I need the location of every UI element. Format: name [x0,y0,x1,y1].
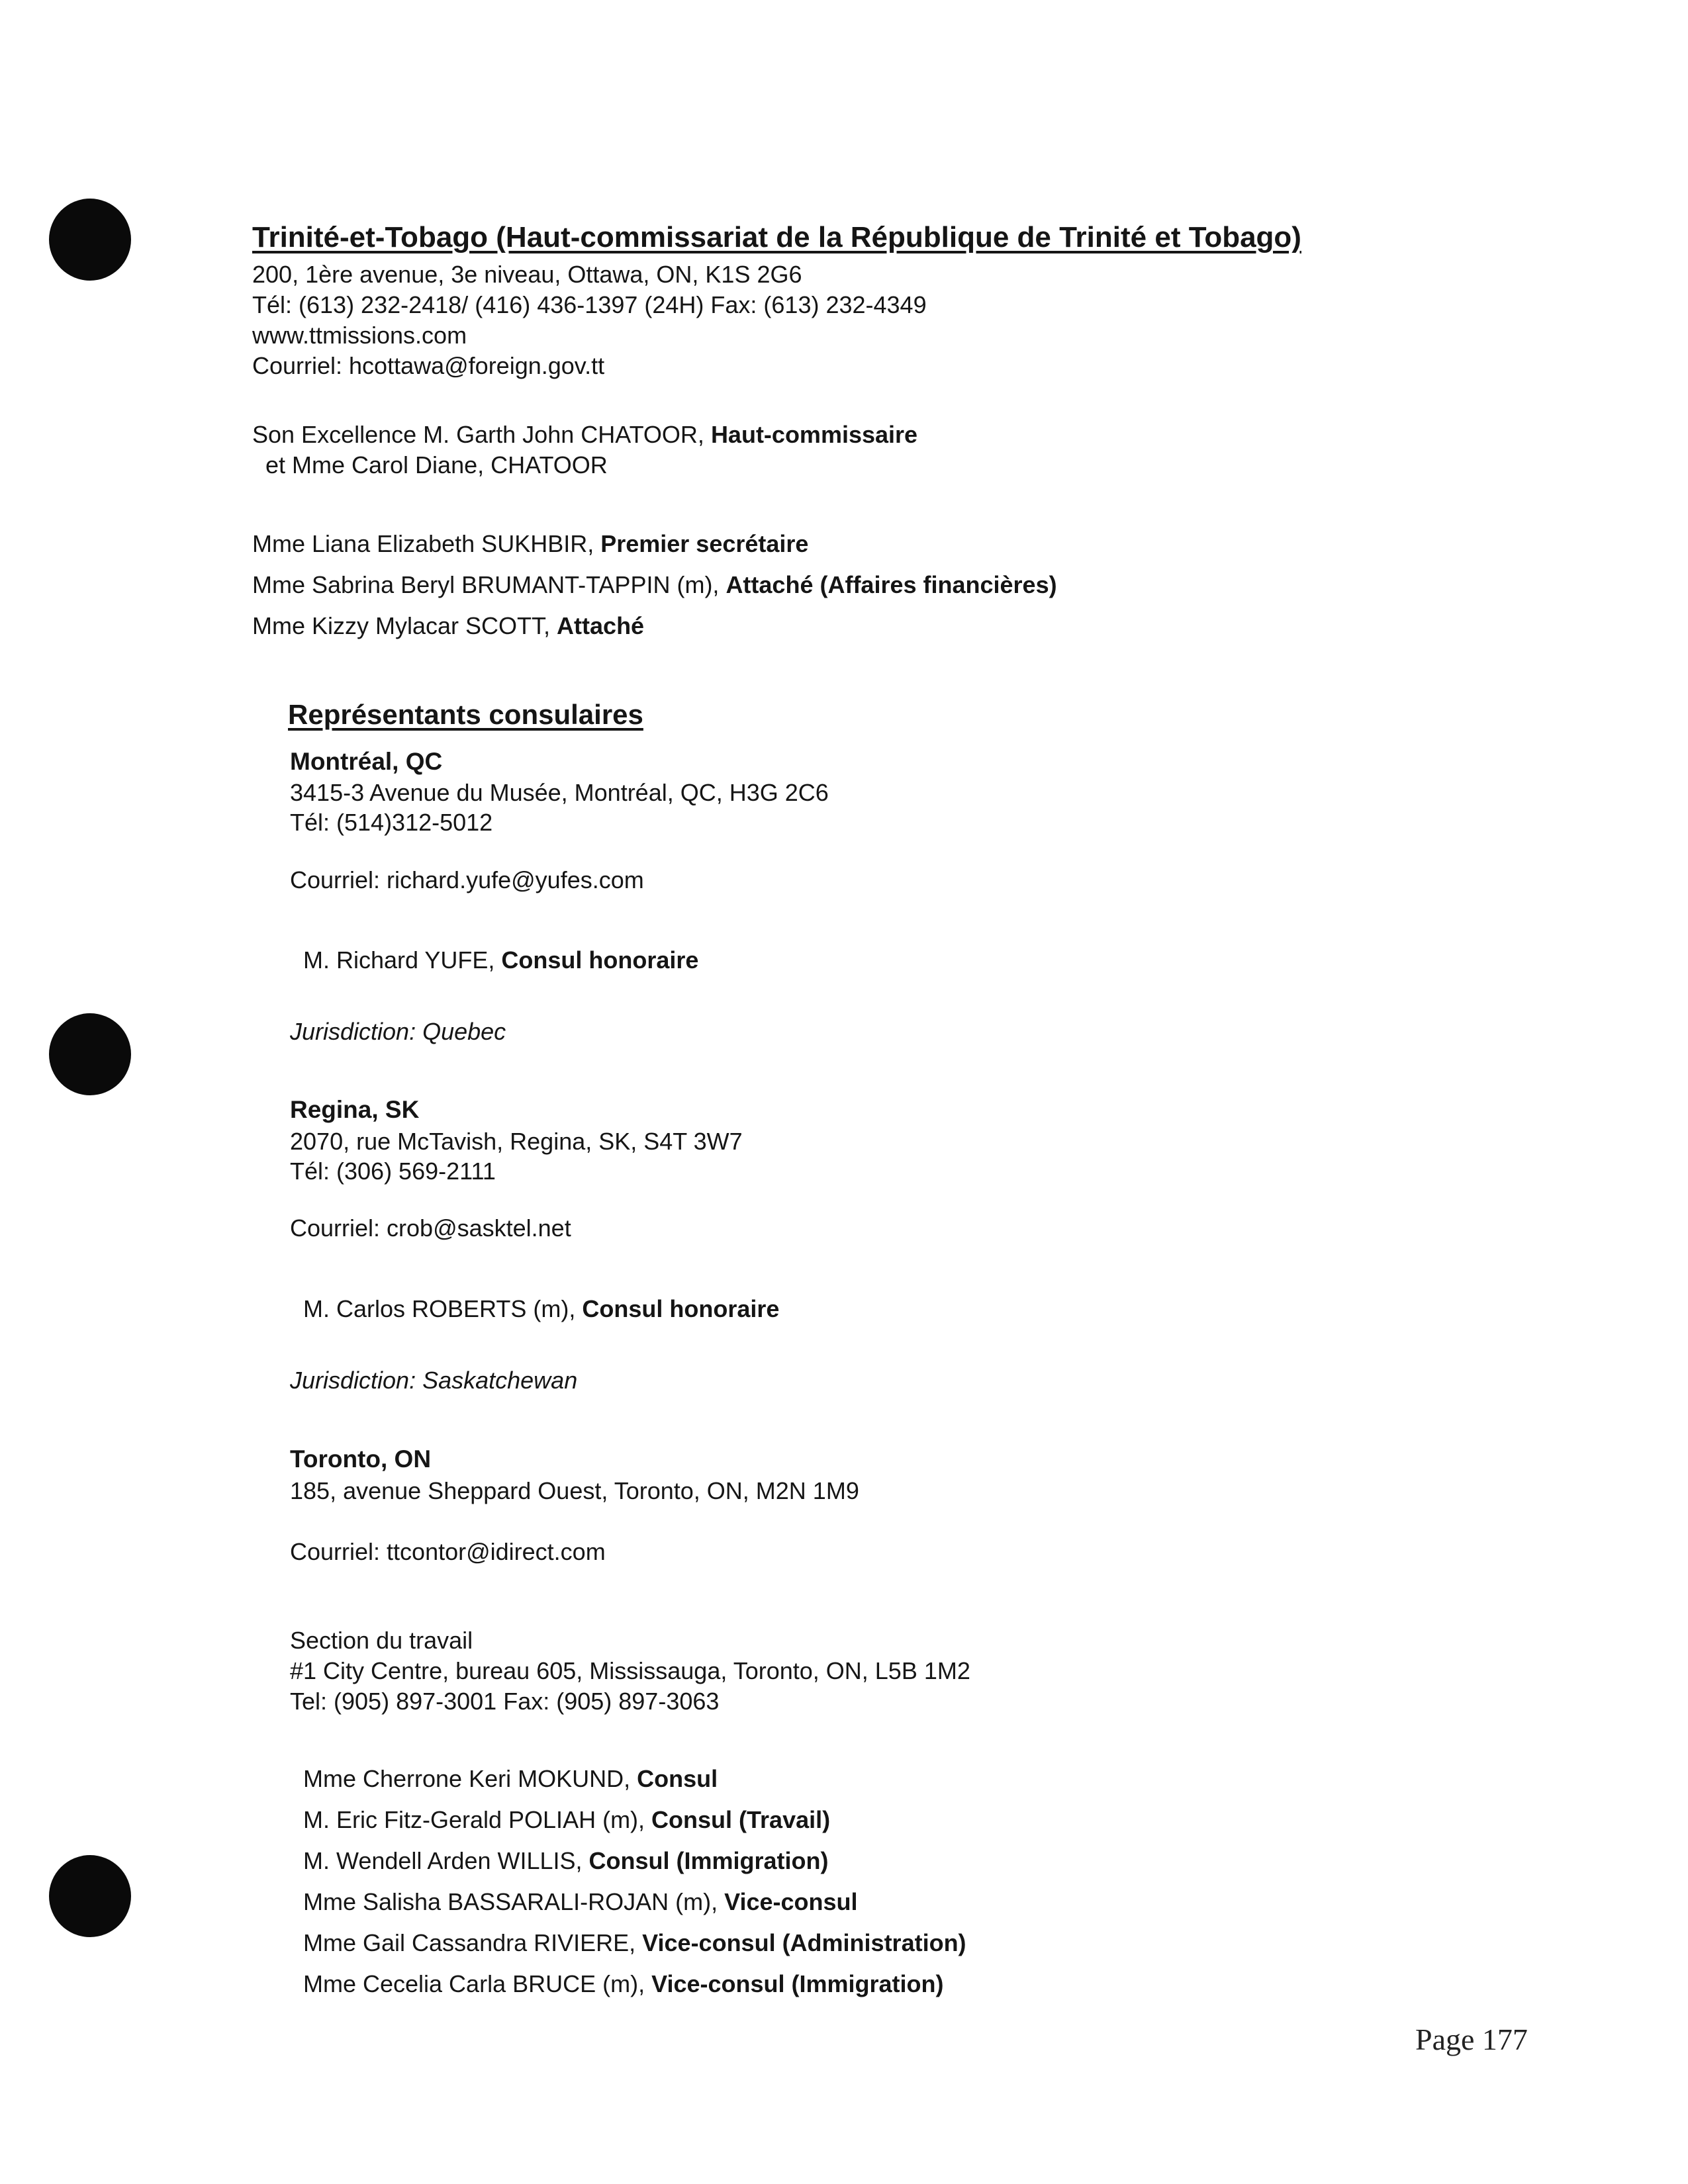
consul-line: M. Carlos ROBERTS (m), Consul honoraire [303,1295,780,1322]
labour-section-label: Section du travail [290,1627,473,1654]
office-jurisdiction: Jurisdiction: Saskatchewan [290,1367,578,1394]
office-email[interactable]: Courriel: crob@sasktel.net [290,1214,571,1242]
office-address: 2070, rue McTavish, Regina, SK, S4T 3W7 [290,1128,743,1155]
mission-address: 200, 1ère avenue, 3e niveau, Ottawa, ON, K1S 2G6 [252,261,802,288]
office-email[interactable]: Courriel: richard.yufe@yufes.com [290,866,644,893]
mission-website[interactable]: www.ttmissions.com [252,322,467,349]
mission-title: Trinité-et-Tobago (Haut-commissariat de la République de Trinité et Tobago) [252,221,1301,253]
head-title: Haut-commissaire [710,421,918,448]
staff-line: Mme Liana Elizabeth SUKHBIR, Premier secrétaire [252,530,809,557]
office-phone: Tél: (514)312-5012 [290,809,493,836]
office-city: Regina, SK [290,1096,420,1123]
mission-email[interactable]: Courriel: hcottawa@foreign.gov.tt [252,352,605,379]
consul-line: M. Richard YUFE, Consul honoraire [303,946,699,974]
punch-hole-top [49,199,131,281]
office-phone: Tél: (306) 569-2111 [290,1158,496,1185]
office-jurisdiction: Jurisdiction: Quebec [290,1018,506,1045]
staff-line: Mme Kizzy Mylacar SCOTT, Attaché [252,612,645,639]
office-email[interactable]: Courriel: ttcontor@idirect.com [290,1538,606,1565]
labour-staff-line: M. Eric Fitz-Gerald POLIAH (m), Consul (Travail) [303,1806,831,1833]
office-city: Montréal, QC [290,748,443,775]
office-address: 3415-3 Avenue du Musée, Montréal, QC, H3G 2C6 [290,779,829,806]
labour-staff-line: Mme Gail Cassandra RIVIERE, Vice-consul (Administration) [303,1929,966,1956]
labour-phone: Tel: (905) 897-3001 Fax: (905) 897-3063 [290,1688,720,1715]
page-number: Page 177 [1415,2023,1528,2056]
head-spouse: et Mme Carol Diane, CHATOOR [265,451,608,478]
labour-staff-line: Mme Salisha BASSARALI-ROJAN (m), Vice-consul [303,1888,858,1915]
labour-staff-line: Mme Cecelia Carla BRUCE (m), Vice-consul (Immigration) [303,1970,944,1997]
labour-staff-line: M. Wendell Arden WILLIS, Consul (Immigration) [303,1847,829,1874]
office-address: 185, avenue Sheppard Ouest, Toronto, ON, M2N 1M9 [290,1477,859,1504]
labour-address: #1 City Centre, bureau 605, Mississauga, Toronto, ON, L5B 1M2 [290,1657,970,1684]
labour-staff-line: Mme Cherrone Keri MOKUND, Consul [303,1765,718,1792]
head-of-mission [252,420,917,450]
head-name: Son Excellence M. Garth John CHATOOR, [252,421,711,448]
consular-heading: Représentants consulaires [288,699,643,730]
punch-hole-middle [49,1013,131,1095]
punch-hole-bottom [49,1855,131,1937]
office-city: Toronto, ON [290,1445,432,1473]
staff-line: Mme Sabrina Beryl BRUMANT-TAPPIN (m), Attaché (Affaires financières) [252,571,1057,598]
mission-phone: Tél: (613) 232-2418/ (416) 436-1397 (24H) Fax: (613) 232-4349 [252,291,927,318]
